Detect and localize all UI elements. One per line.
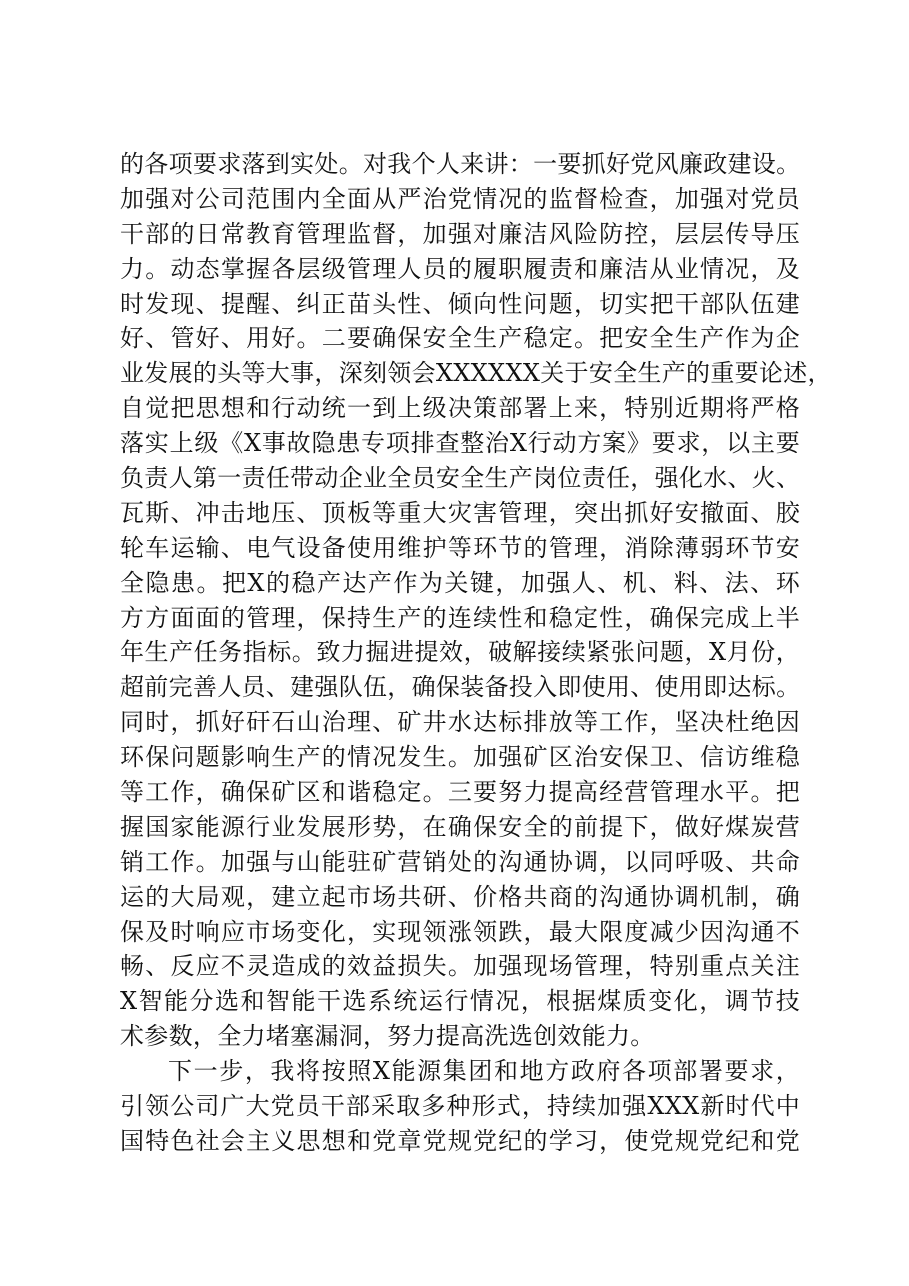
- text-line: 年生产任务指标。致力掘进提效，破解接续紧张问题，X月份，: [120, 638, 800, 667]
- text-line: 干部的日常教育管理监督，加强对廉洁风险防控，层层传导压: [120, 219, 800, 248]
- paragraph-start-line: 下一步，我将按照X能源集团和地方政府各项部署要求，: [168, 1057, 800, 1086]
- text-line: 握国家能源行业发展形势，在确保安全的前提下，做好煤炭营: [120, 812, 800, 841]
- text-line: X智能分选和智能干选系统运行情况，根据煤质变化，调节技: [120, 987, 800, 1016]
- text-line: 运的大局观，建立起市场共研、价格共商的沟通协调机制，确: [120, 882, 800, 911]
- text-line: 环保问题影响生产的情况发生。加强矿区治安保卫、信访维稳: [120, 743, 800, 772]
- text-line: 同时，抓好矸石山治理、矿井水达标排放等工作，坚决杜绝因: [120, 708, 800, 737]
- text-line: 超前完善人员、建强队伍，确保装备投入即使用、使用即达标。: [120, 673, 801, 702]
- text-line: 国特色社会主义思想和党章党规党纪的学习，使党规党纪和党: [120, 1126, 800, 1155]
- document-body: [120, 147, 832, 1159]
- text-line: 引领公司广大党员干部采取多种形式，持续加强XXX新时代中: [120, 1092, 800, 1121]
- text-line: 落实上级《X事故隐患专项排查整治X行动方案》要求，以主要: [120, 429, 800, 458]
- paragraph-end-line: 术参数，全力堵塞漏洞，努力提高洗选创效能力。: [120, 1022, 655, 1051]
- text-line: 瓦斯、冲击地压、顶板等重大灾害管理，突出抓好安撤面、胶: [120, 498, 800, 527]
- text-line: 轮车运输、电气设备使用维护等环节的管理，消除薄弱环节安: [120, 533, 800, 562]
- text-line: 保及时响应市场变化，实现领涨领跌，最大限度减少因沟通不: [120, 917, 800, 946]
- text-line: 全隐患。把X的稳产达产作为关键，加强人、机、料、法、环: [120, 568, 800, 597]
- text-line: 的各项要求落到实处。对我个人来讲：一要抓好党风廉政建设。: [120, 150, 801, 178]
- text-line: 加强对公司范围内全面从严治党情况的监督检查，加强对党员: [120, 184, 800, 213]
- text-line: 畅、反应不灵造成的效益损失。加强现场管理，特别重点关注: [120, 952, 800, 981]
- text-line: 方方面面的管理，保持生产的连续性和稳定性，确保完成上半: [120, 603, 800, 632]
- text-line: 时发现、提醒、纠正苗头性、倾向性问题，切实把干部队伍建: [120, 289, 800, 318]
- text-line: 负责人第一责任带动企业全员安全生产岗位责任，强化水、火、: [120, 464, 801, 493]
- text-line: 等工作，确保矿区和谐稳定。三要努力提高经营管理水平。把: [120, 778, 800, 807]
- text-line: 好、管好、用好。二要确保安全生产稳定。把安全生产作为企: [120, 324, 800, 353]
- text-line: 销工作。加强与山能驻矿营销处的沟通协调，以同呼吸、共命: [120, 847, 800, 876]
- text-line: 业发展的头等大事，深刻领会XXXXXX关于安全生产的重要论述，: [120, 359, 832, 388]
- text-line: 自觉把思想和行动统一到上级决策部署上来，特别近期将严格: [120, 394, 800, 423]
- text-line: 力。动态掌握各层级管理人员的履职履责和廉洁从业情况，及: [120, 254, 800, 283]
